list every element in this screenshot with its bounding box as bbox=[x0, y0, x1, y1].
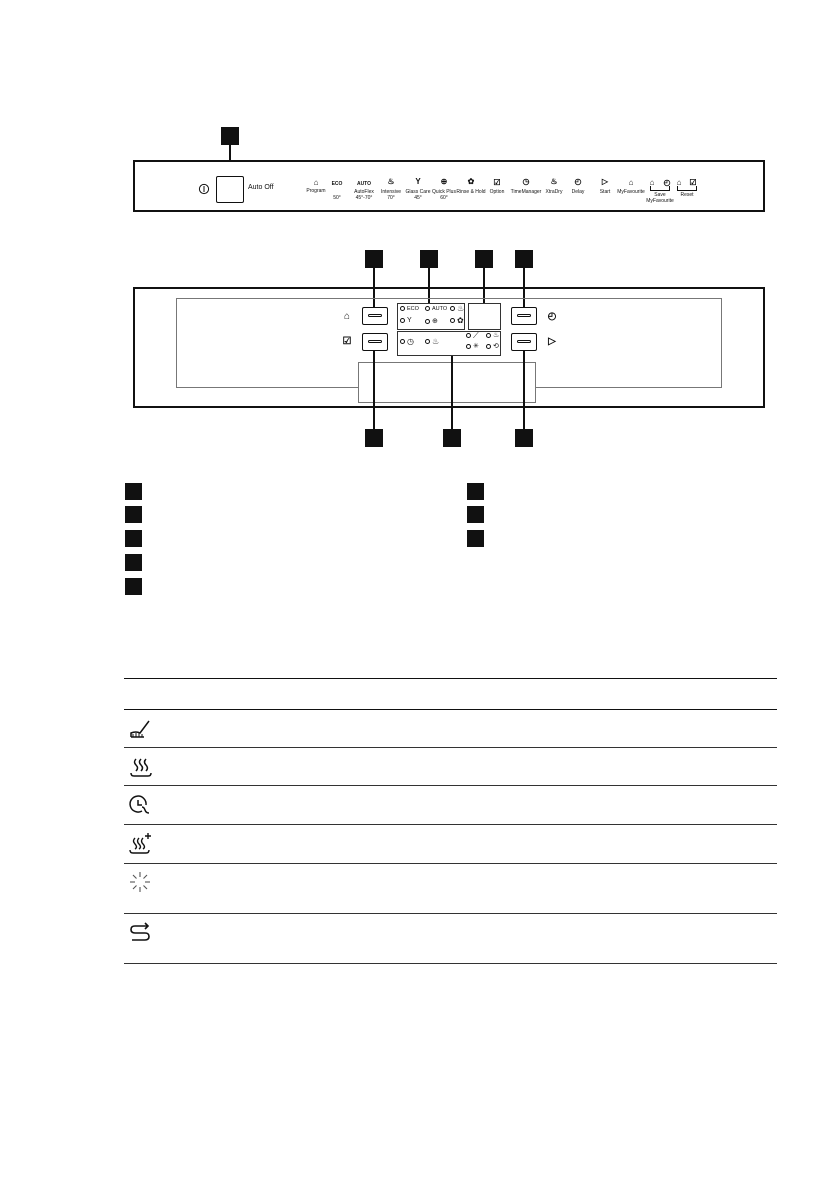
save-delay-icon: ◴ bbox=[663, 178, 671, 187]
label-rinse-hold: Rinse & Hold bbox=[456, 189, 486, 195]
auto-symbol: AUTO bbox=[356, 181, 372, 187]
table-cell bbox=[164, 864, 777, 914]
reset-option-icon: ☑ bbox=[689, 178, 697, 187]
legend-marker-2 bbox=[125, 506, 142, 523]
label-intensive-temp: 70° bbox=[387, 195, 395, 201]
program-side-icon: ⌂ bbox=[343, 311, 351, 322]
auto-open-indicator: ✳ bbox=[466, 342, 479, 350]
label-reset: Reset bbox=[680, 192, 694, 198]
eco-indicator: ECO bbox=[400, 306, 419, 312]
label-glass-care: Glass Care bbox=[405, 189, 431, 195]
label-autoflex-temp: 45°-70° bbox=[355, 195, 373, 201]
start-button[interactable] bbox=[511, 333, 537, 351]
save-program-icon: ⌂ bbox=[649, 178, 655, 187]
program-button[interactable] bbox=[362, 307, 388, 325]
start-icon: ▷ bbox=[601, 177, 609, 186]
table-header bbox=[124, 679, 777, 710]
glass-indicator: Y bbox=[400, 317, 412, 324]
reset-bracket bbox=[677, 186, 697, 191]
table-header-row bbox=[124, 679, 777, 710]
legend-marker-3 bbox=[125, 530, 142, 547]
label-save-myfavourite: MyFavourite bbox=[646, 198, 674, 204]
intensive-indicator: ♨ bbox=[450, 304, 464, 313]
timemanager-icon: ◷ bbox=[522, 177, 530, 186]
drying-indicator: ♨ bbox=[486, 331, 499, 339]
label-save: Save bbox=[654, 192, 666, 198]
table-cell bbox=[164, 748, 777, 786]
legend-marker-7 bbox=[467, 506, 484, 523]
table-cell bbox=[164, 710, 777, 748]
label-xtradry: XtraDry bbox=[545, 189, 563, 195]
option-side-icon: ☑ bbox=[342, 336, 352, 347]
program-time-display bbox=[468, 303, 501, 330]
legend-marker-6 bbox=[467, 483, 484, 500]
callout-marker-4 bbox=[475, 250, 493, 268]
table-cell bbox=[164, 825, 777, 864]
xtradry-icon: ♨ bbox=[550, 177, 558, 186]
table-cell bbox=[164, 786, 777, 825]
reset-program-icon: ⌂ bbox=[676, 178, 682, 187]
program-phase-indicator: ⟲ bbox=[486, 342, 499, 350]
legend-marker-8 bbox=[467, 530, 484, 547]
table-row bbox=[124, 748, 777, 786]
leader-8 bbox=[523, 351, 525, 429]
legend-marker-4 bbox=[125, 554, 142, 571]
label-quick-plus: Quick Plus bbox=[432, 189, 456, 195]
table-row bbox=[124, 825, 777, 864]
leader-7 bbox=[451, 356, 453, 429]
table-cell bbox=[164, 914, 777, 964]
callout-marker-2 bbox=[365, 250, 383, 268]
label-myfavourite: MyFavourite bbox=[617, 189, 645, 195]
intensive-icon: ♨ bbox=[387, 177, 395, 186]
myfavourite-icon: ⌂ bbox=[628, 178, 634, 187]
auto-indicator: AUTO bbox=[425, 306, 447, 312]
callout-marker-7 bbox=[443, 429, 461, 447]
power-icon bbox=[198, 183, 210, 195]
indicator-table bbox=[124, 678, 777, 964]
xtradry-indicator: ♨ bbox=[425, 337, 439, 346]
rinse-hold-indicator: ✿ bbox=[450, 316, 464, 325]
callout-marker-6 bbox=[365, 429, 383, 447]
glass-icon: Y bbox=[415, 177, 421, 186]
auto-open-icon bbox=[128, 870, 152, 894]
callout-marker-8 bbox=[515, 429, 533, 447]
option-button[interactable] bbox=[362, 333, 388, 351]
panel-bottom-slot bbox=[358, 362, 536, 403]
label-option: Option bbox=[489, 189, 505, 195]
rinse-hold-icon: ✿ bbox=[467, 177, 475, 186]
table-row bbox=[124, 786, 777, 825]
auto-off-label: Auto Off bbox=[248, 184, 274, 191]
legend-marker-1 bbox=[125, 483, 142, 500]
label-quick-plus-temp: 60° bbox=[440, 195, 448, 201]
legend-marker-5 bbox=[125, 578, 142, 595]
label-intensive: Intensive bbox=[380, 189, 402, 195]
label-glass-care-temp: 45° bbox=[414, 195, 422, 201]
timemanager-icon bbox=[128, 793, 152, 817]
quick-plus-indicator: ⊕ bbox=[425, 317, 438, 325]
delay-button[interactable] bbox=[511, 307, 537, 325]
table-row bbox=[124, 864, 777, 914]
label-eco-temp: 50° bbox=[333, 195, 341, 201]
label-autoflex: AutoFlex bbox=[354, 189, 374, 195]
table-row bbox=[124, 914, 777, 964]
program-icon: ⌂ bbox=[313, 178, 319, 187]
eco-symbol: ECO bbox=[331, 181, 343, 187]
label-program: Program bbox=[306, 188, 326, 194]
drying-icon bbox=[128, 755, 154, 779]
label-start: Start bbox=[599, 189, 611, 195]
program-phase-icon bbox=[128, 920, 152, 944]
leader-6 bbox=[373, 351, 375, 429]
save-bracket bbox=[650, 186, 670, 191]
callout-marker-3 bbox=[420, 250, 438, 268]
option-icon: ☑ bbox=[493, 178, 501, 187]
label-timemanager: TimeManager bbox=[510, 189, 542, 195]
callout-marker-1 bbox=[221, 127, 239, 145]
table-row bbox=[124, 710, 777, 748]
delay-side-icon: ◴ bbox=[547, 311, 557, 322]
quick-plus-icon: ⊕ bbox=[440, 177, 448, 186]
rinse-aid-icon bbox=[128, 717, 152, 741]
start-side-icon: ▷ bbox=[548, 336, 556, 347]
xtradry-icon bbox=[128, 832, 154, 856]
timemanager-indicator: ◷ bbox=[400, 337, 414, 346]
rinse-aid-indicator: ⟋ bbox=[466, 331, 479, 341]
delay-icon: ◴ bbox=[574, 177, 582, 186]
label-delay: Delay bbox=[571, 189, 585, 195]
callout-marker-5 bbox=[515, 250, 533, 268]
on-off-button[interactable] bbox=[216, 176, 244, 203]
